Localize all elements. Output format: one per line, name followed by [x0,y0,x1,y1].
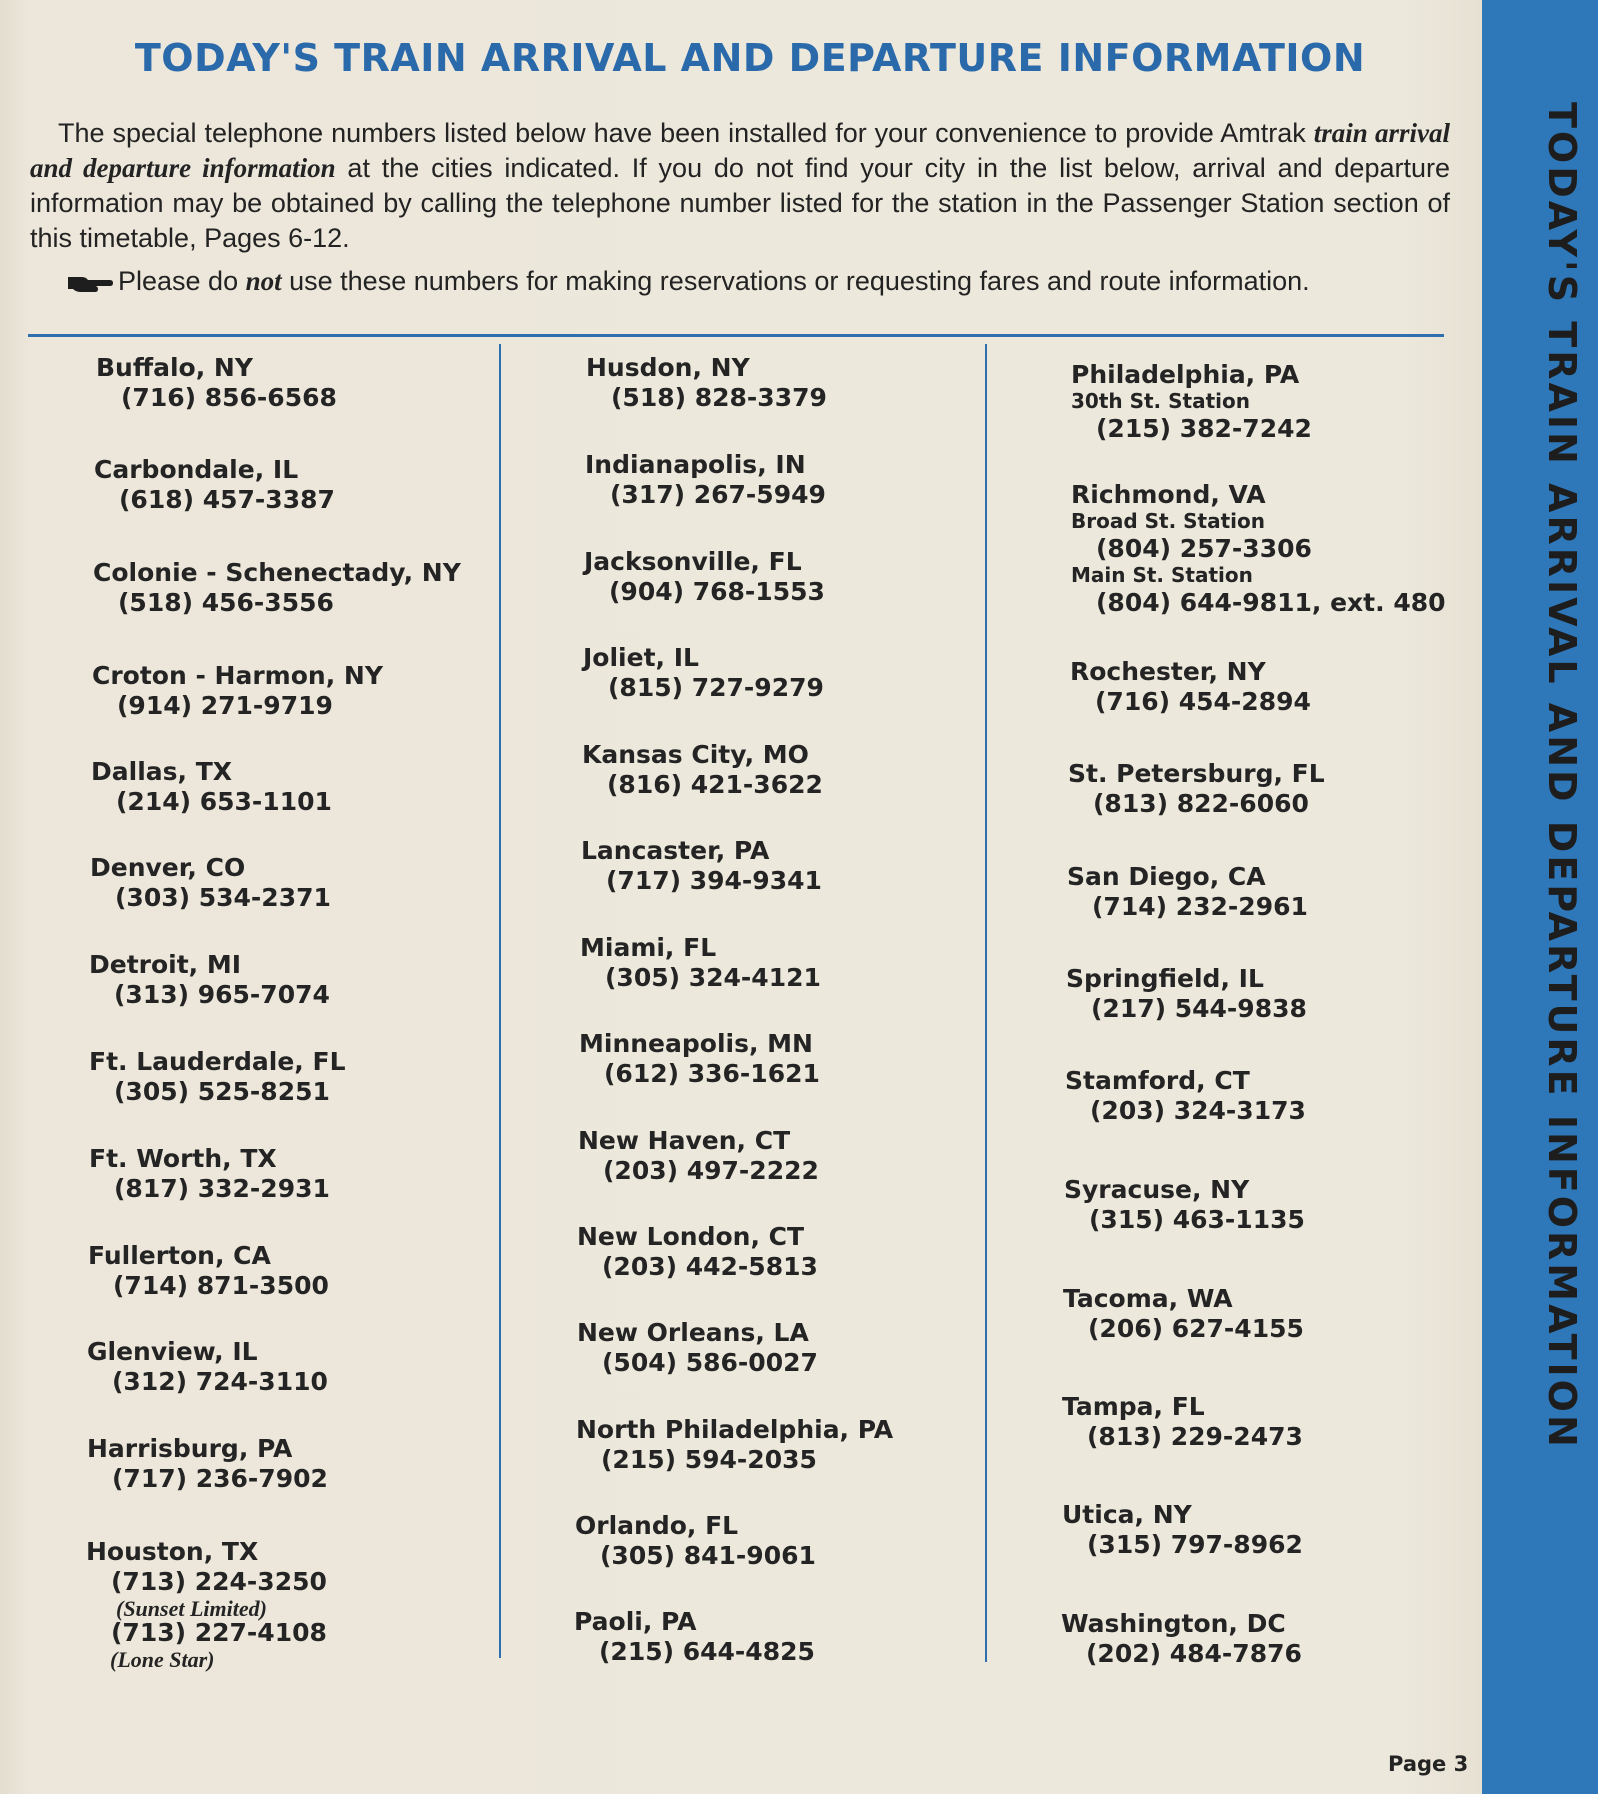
phone-number: (203) 324-3173 [1090,1096,1306,1125]
city-name: North Philadelphia, PA [576,1415,894,1444]
page-number: Page 3 [1388,1752,1469,1776]
list-item [584,547,825,606]
phone-number: (217) 544-9838 [1091,994,1307,1023]
phone-number: (904) 768-1553 [609,577,825,606]
city-name: Stamford, CT [1065,1066,1250,1095]
city-name: Buffalo, NY [96,353,253,382]
city-name: Kansas City, MO [582,740,809,769]
phone-number: (215) 594-2035 [601,1445,817,1474]
city-name: Dallas, TX [91,757,233,786]
list-item [576,1415,893,1474]
city-name: San Diego, CA [1067,862,1266,891]
list-item [585,450,826,509]
train-note: (Sunset Limited) [116,1596,267,1621]
list-item [1064,1175,1305,1234]
train-note: (Lone Star) [110,1647,215,1672]
city-name: Husdon, NY [586,353,750,382]
phone-number: (315) 797-8962 [1087,1530,1303,1559]
list-item [1061,1609,1302,1668]
list-item [582,740,823,799]
phone-number: (618) 457-3387 [119,485,335,514]
phone-number: (215) 644-4825 [599,1637,815,1666]
notice-text-2: use these numbers for making reservations or requesting fares and route information. [281,266,1310,296]
list-item [88,1241,329,1300]
list-item [89,1047,346,1106]
station-name: 30th St. Station [1071,389,1250,413]
list-item [94,455,335,514]
phone-number: (215) 382-7242 [1096,414,1312,443]
list-item [89,950,330,1009]
phone-number: (214) 653-1101 [116,787,332,816]
list-item [579,1029,820,1088]
notice-emphasis: not [245,266,282,296]
phone-number: (206) 627-4155 [1088,1314,1304,1343]
phone-number: (717) 394-9341 [606,866,822,895]
city-name: Rochester, NY [1070,657,1266,686]
list-item [1070,657,1311,716]
phone-number: (713) 227-4108 [111,1618,327,1647]
list-item [575,1511,816,1570]
phone-number: (714) 871-3500 [113,1271,329,1300]
list-item [89,1144,330,1203]
phone-number: (317) 267-5949 [610,480,826,509]
phone-number: (518) 456-3556 [118,588,334,617]
city-name: Croton - Harmon, NY [92,661,383,690]
phone-number: (303) 534-2371 [115,883,331,912]
city-name: Syracuse, NY [1064,1175,1250,1204]
phone-number: (813) 229-2473 [1087,1422,1303,1451]
city-name: St. Petersburg, FL [1068,759,1325,788]
city-name: Lancaster, PA [581,836,770,865]
phone-number: (202) 484-7876 [1086,1639,1302,1668]
list-item [580,933,821,992]
list-item [577,1318,818,1377]
city-name: New Haven, CT [578,1126,791,1155]
phone-number: (804) 644-9811, ext. 480 [1096,588,1446,617]
list-item [1067,862,1308,921]
list-item [578,1126,819,1185]
city-name: Richmond, VA [1071,480,1266,509]
city-name: Tampa, FL [1062,1392,1205,1421]
phone-number: (817) 332-2931 [114,1174,330,1203]
phone-number: (313) 965-7074 [114,980,330,1009]
city-name: Paoli, PA [574,1607,697,1636]
phone-number: (305) 841-9061 [600,1541,816,1570]
list-item [1062,1392,1303,1451]
list-item [577,1222,818,1281]
phone-number: (815) 727-9279 [608,673,824,702]
phone-number: (518) 828-3379 [611,383,827,412]
city-name: Indianapolis, IN [585,450,806,479]
intro-emphasis: train arrival and departure information [30,118,1450,183]
list-item [586,353,827,412]
station-name: Main St. Station [1071,563,1253,587]
phone-number: (312) 724-3110 [112,1367,328,1396]
phone-number: (813) 822-6060 [1093,789,1309,818]
top-divider [28,334,1444,337]
station-name: Broad St. Station [1071,509,1266,533]
list-item [92,661,383,720]
phone-number: (305) 324-4121 [605,963,821,992]
list-item [574,1607,815,1666]
phone-number: (714) 232-2961 [1092,892,1308,921]
list-item [583,643,824,702]
list-item [581,836,822,895]
city-name: Tacoma, WA [1063,1284,1233,1313]
city-name: Minneapolis, MN [579,1029,813,1058]
list-item [90,853,331,912]
city-name: Jacksonville, FL [584,547,802,576]
notice-line [66,266,1466,297]
phone-number: (315) 463-1135 [1089,1205,1305,1234]
list-item [91,757,332,816]
city-name: Ft. Worth, TX [89,1144,277,1173]
city-name: Detroit, MI [89,950,242,979]
phone-number: (816) 421-3622 [607,770,823,799]
list-item [86,1537,327,1673]
phone-number: (305) 525-8251 [114,1077,330,1106]
city-name: Denver, CO [90,853,246,882]
phone-number: (717) 236-7902 [112,1464,328,1493]
city-name: Houston, TX [86,1537,259,1566]
list-item [1071,480,1446,617]
notice-text-1: Please do [118,266,246,296]
city-name: Washington, DC [1061,1609,1286,1638]
phone-number: (612) 336-1621 [604,1059,820,1088]
city-name: Glenview, IL [87,1337,258,1366]
phone-number: (914) 271-9719 [117,691,333,720]
intro-text-1: The special telephone numbers listed below have been installed for your convenience to provide Amtrak [58,118,1314,148]
list-item [87,1337,328,1396]
phone-number: (203) 497-2222 [603,1156,819,1185]
intro-text-2: at the cities indicated. If you do not find your city in the list below, arrival and departure information may be obtained by calling the telephone number listed for the station in the Passenger Station section of this timetable, Pages 6-12. [30,153,1450,253]
city-name: Ft. Lauderdale, FL [89,1047,346,1076]
phone-number: (804) 257-3306 [1096,534,1312,563]
intro-paragraph [30,116,1450,256]
city-name: Orlando, FL [575,1511,739,1540]
pointing-hand-icon [66,272,114,294]
city-name: Philadelphia, PA [1071,360,1300,389]
city-name: Harrisburg, PA [87,1434,293,1463]
page-title: TODAY'S TRAIN ARRIVAL AND DEPARTURE INFORMATION [134,36,1366,80]
phone-number: (716) 454-2894 [1095,687,1311,716]
list-item [93,558,461,617]
list-item [1066,964,1307,1023]
column-divider-1 [499,344,501,1658]
city-name: New Orleans, LA [577,1318,809,1347]
city-name: Colonie - Schenectady, NY [93,558,461,587]
list-item [1065,1066,1306,1125]
list-item [1068,759,1325,818]
phone-number: (713) 224-3250 [111,1567,327,1596]
city-name: Fullerton, CA [88,1241,271,1270]
column-divider-2 [985,344,987,1662]
list-item [1062,1500,1303,1559]
city-name: Utica, NY [1062,1500,1192,1529]
sidebar-title: TODAY'S TRAIN ARRIVAL AND DEPARTURE INFORMATION [1540,102,1584,1450]
city-name: Joliet, IL [583,643,699,672]
phone-number: (504) 586-0027 [602,1348,818,1377]
list-item [1071,360,1312,443]
city-name: Springfield, IL [1066,964,1264,993]
list-item [1063,1284,1304,1343]
phone-number: (716) 856-6568 [121,383,337,412]
list-item [96,353,337,412]
phone-number: (203) 442-5813 [602,1252,818,1281]
city-name: Carbondale, IL [94,455,299,484]
city-name: Miami, FL [580,933,717,962]
city-name: New London, CT [577,1222,805,1251]
list-item [87,1434,328,1493]
